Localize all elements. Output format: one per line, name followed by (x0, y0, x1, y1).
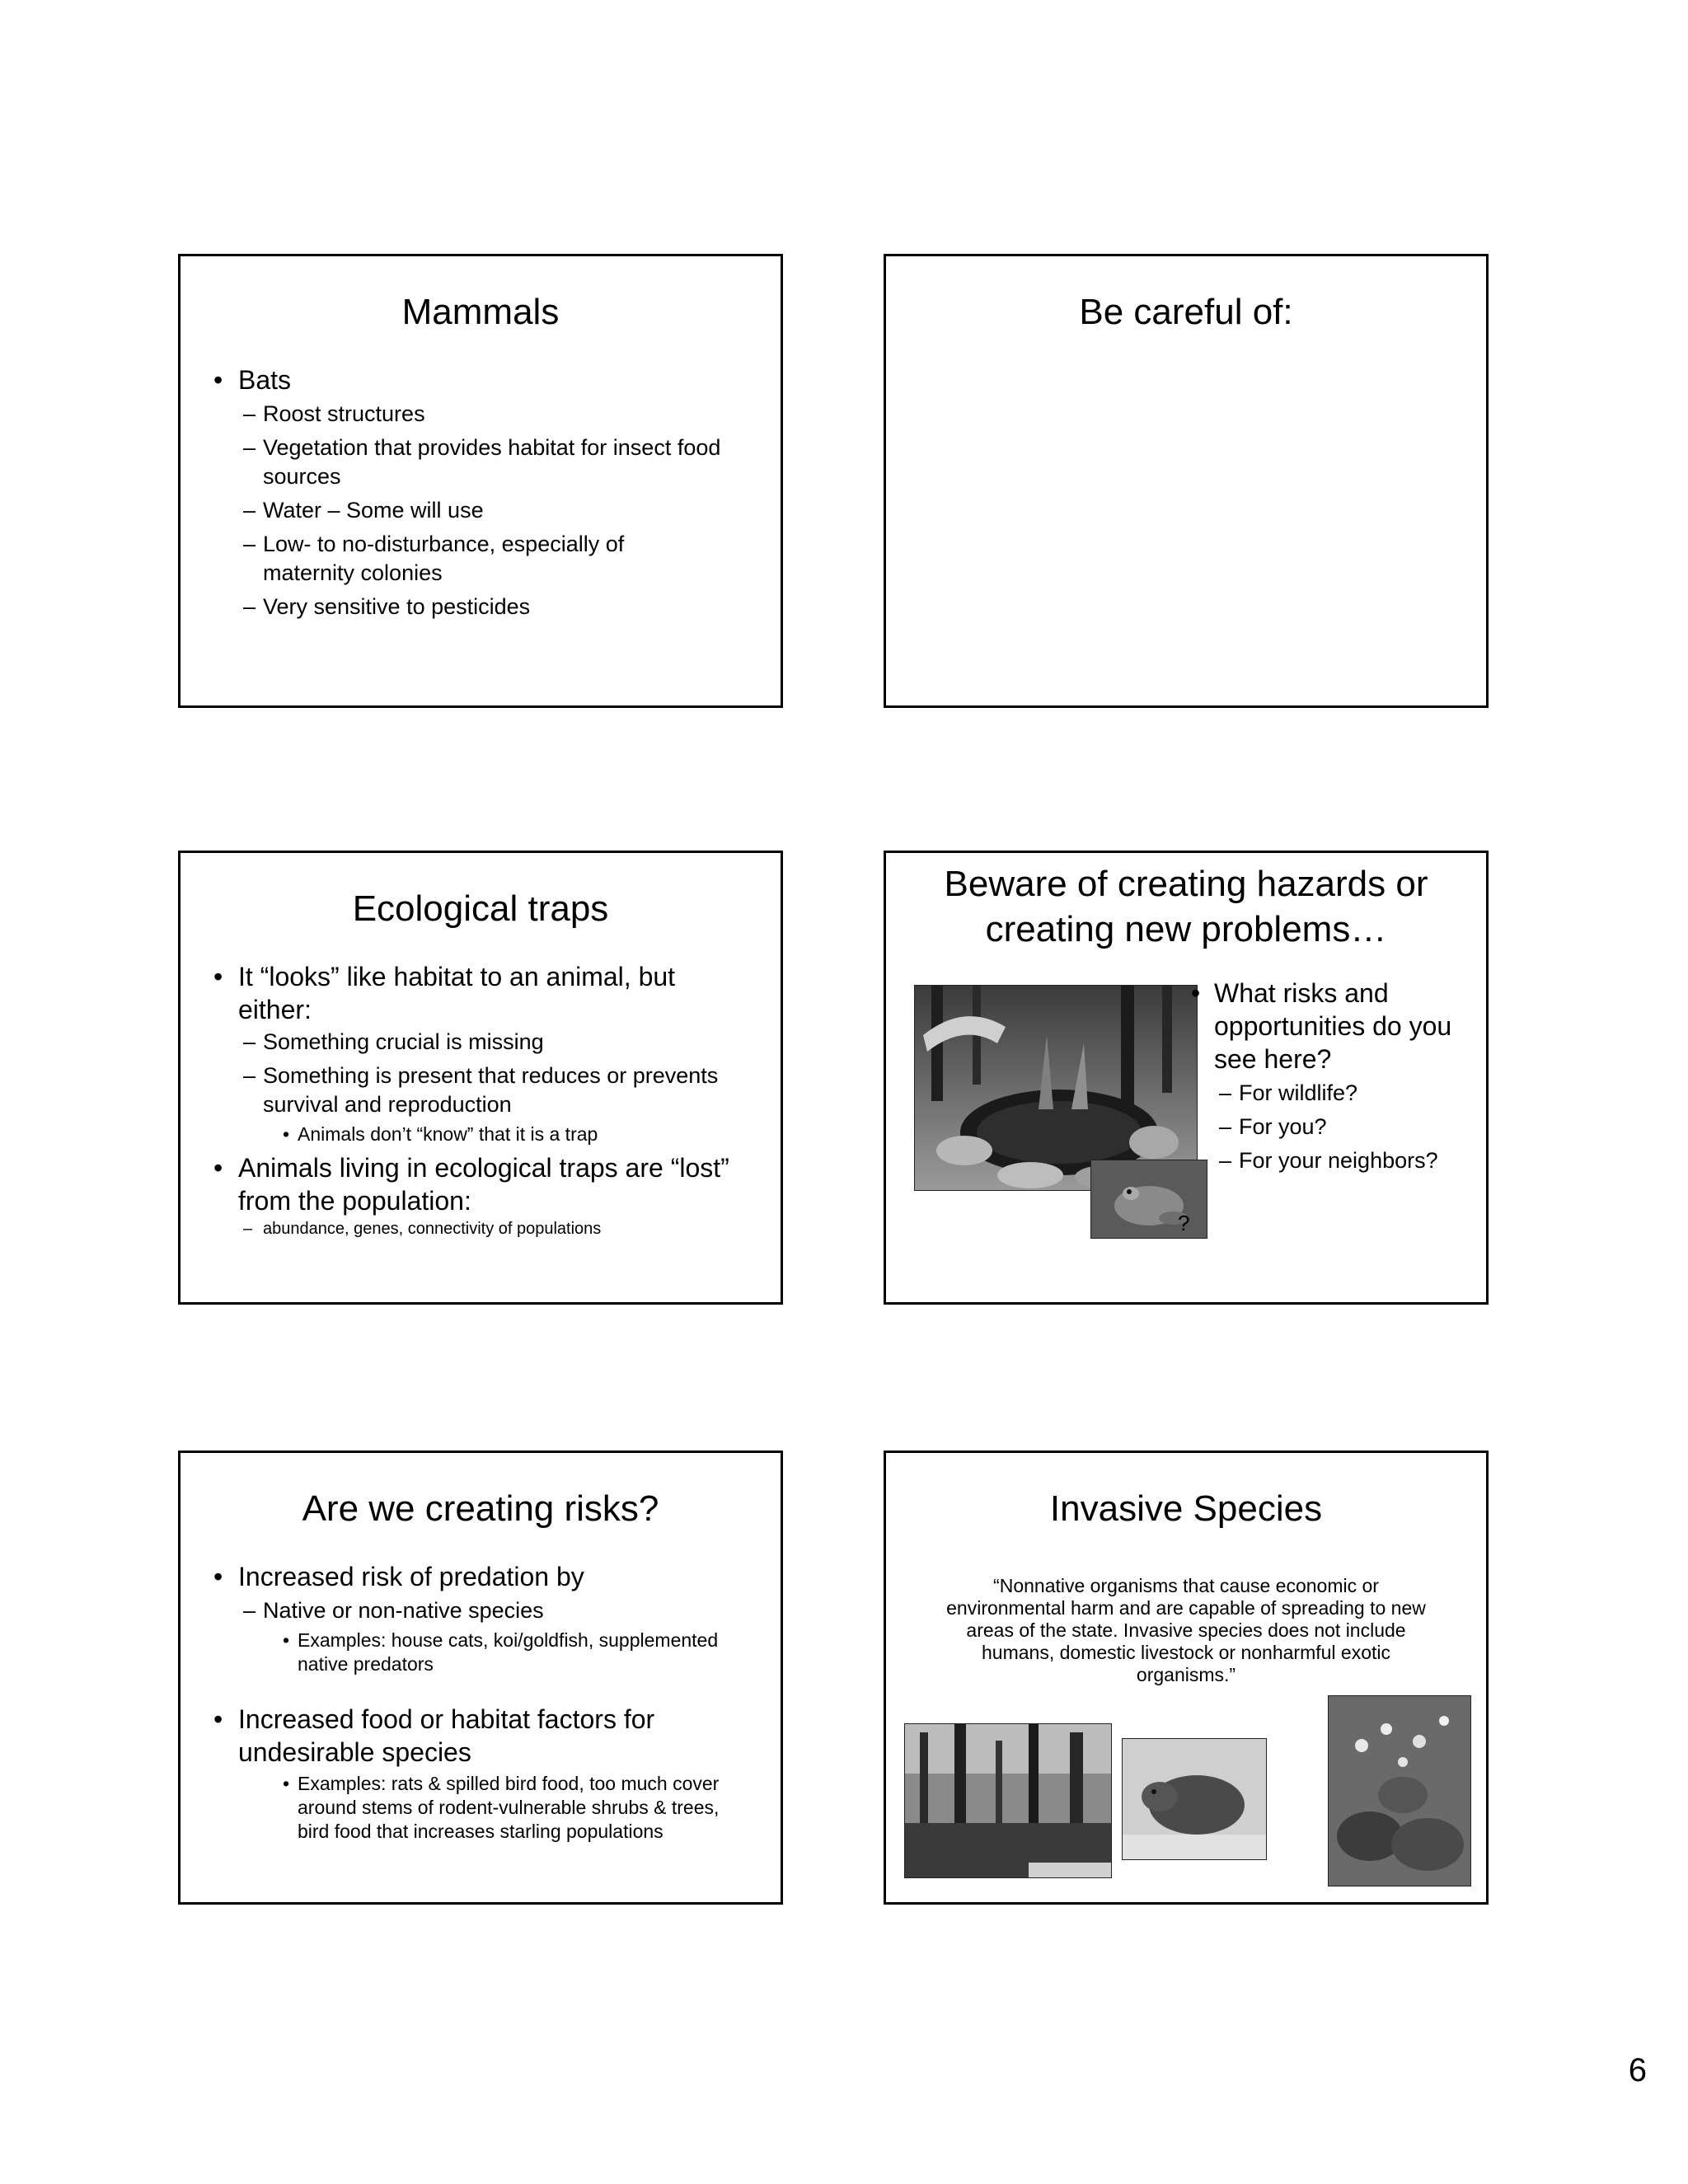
sub-item: – Water – Some will use (243, 498, 484, 523)
slide-creating-risks (178, 1451, 783, 1905)
sub-item: – Native or non-native species (243, 1598, 544, 1623)
sub-item: – For your neighbors? (1219, 1148, 1438, 1173)
slide-mammals (178, 254, 783, 708)
plant-photo (1328, 1695, 1471, 1886)
question-mark: ? (1178, 1211, 1190, 1235)
bullet-item: • Bats (213, 365, 292, 395)
slide-ecological-traps (178, 851, 783, 1305)
bullet-item: • Increased risk of predation by (213, 1562, 584, 1591)
sub-sub-item: • Examples: house cats, koi/goldfish, supplemented native predators (283, 1629, 719, 1675)
page-number: 6 (1628, 2052, 1647, 2088)
sub-item: – Roost structures (243, 401, 425, 426)
sub-item: – Vegetation that provides habitat for insect food sources (243, 435, 721, 489)
bullet-item: • Animals living in ecological traps are “lost” from the population: (213, 1153, 729, 1216)
slide-invasive-species (884, 1451, 1489, 1905)
slide-title: Invasive Species (1049, 1488, 1323, 1529)
sub-item: – For wildlife? (1219, 1080, 1358, 1105)
sub-item: – Something is present that reduces or prevents survival and reproduction (243, 1063, 719, 1117)
sub-item: – Something crucial is missing (243, 1029, 544, 1054)
slide-title: Be careful of: (1079, 292, 1293, 332)
slide-hazards (884, 851, 1489, 1305)
slide-be-careful (884, 254, 1489, 708)
bullet-item: • What risks and opportunities do you see here? (1191, 978, 1452, 1074)
slide-title: Ecological traps (352, 888, 609, 929)
sub-sub-item: • Examples: rats & spilled bird food, too much cover around stems of rodent-vulnerable shrubs & trees, bird food that increases starling populations (283, 1773, 720, 1842)
sub-item: – Very sensitive to pesticides (243, 594, 531, 619)
sub-item: – abundance, genes, connectivity of populations (243, 1220, 602, 1238)
bullet-item: • Increased food or habitat factors for undesirable species (213, 1704, 655, 1767)
slide-title: Are we creating risks? (302, 1488, 659, 1529)
slide-title: Beware of creating hazards or creating new problems… (944, 864, 1428, 949)
definition-quote: “Nonnative organisms that cause economic or environmental harm and are capable of spreading to new areas of the state. Invasive species does not include humans, domestic livestock or nonharmful exotic organisms.” (946, 1575, 1426, 1685)
forest-photo (904, 1723, 1112, 1878)
slide-title: Mammals (401, 292, 560, 332)
sub-sub-item: • Animals don’t “know” that it is a trap (283, 1123, 598, 1145)
sub-item: – For you? (1219, 1114, 1327, 1139)
bullet-item: • It “looks” like habitat to an animal, but either: (213, 962, 676, 1024)
sub-item: – Low- to no-disturbance, especially of maternity colonies (243, 532, 625, 585)
nutria-photo (1122, 1738, 1267, 1860)
